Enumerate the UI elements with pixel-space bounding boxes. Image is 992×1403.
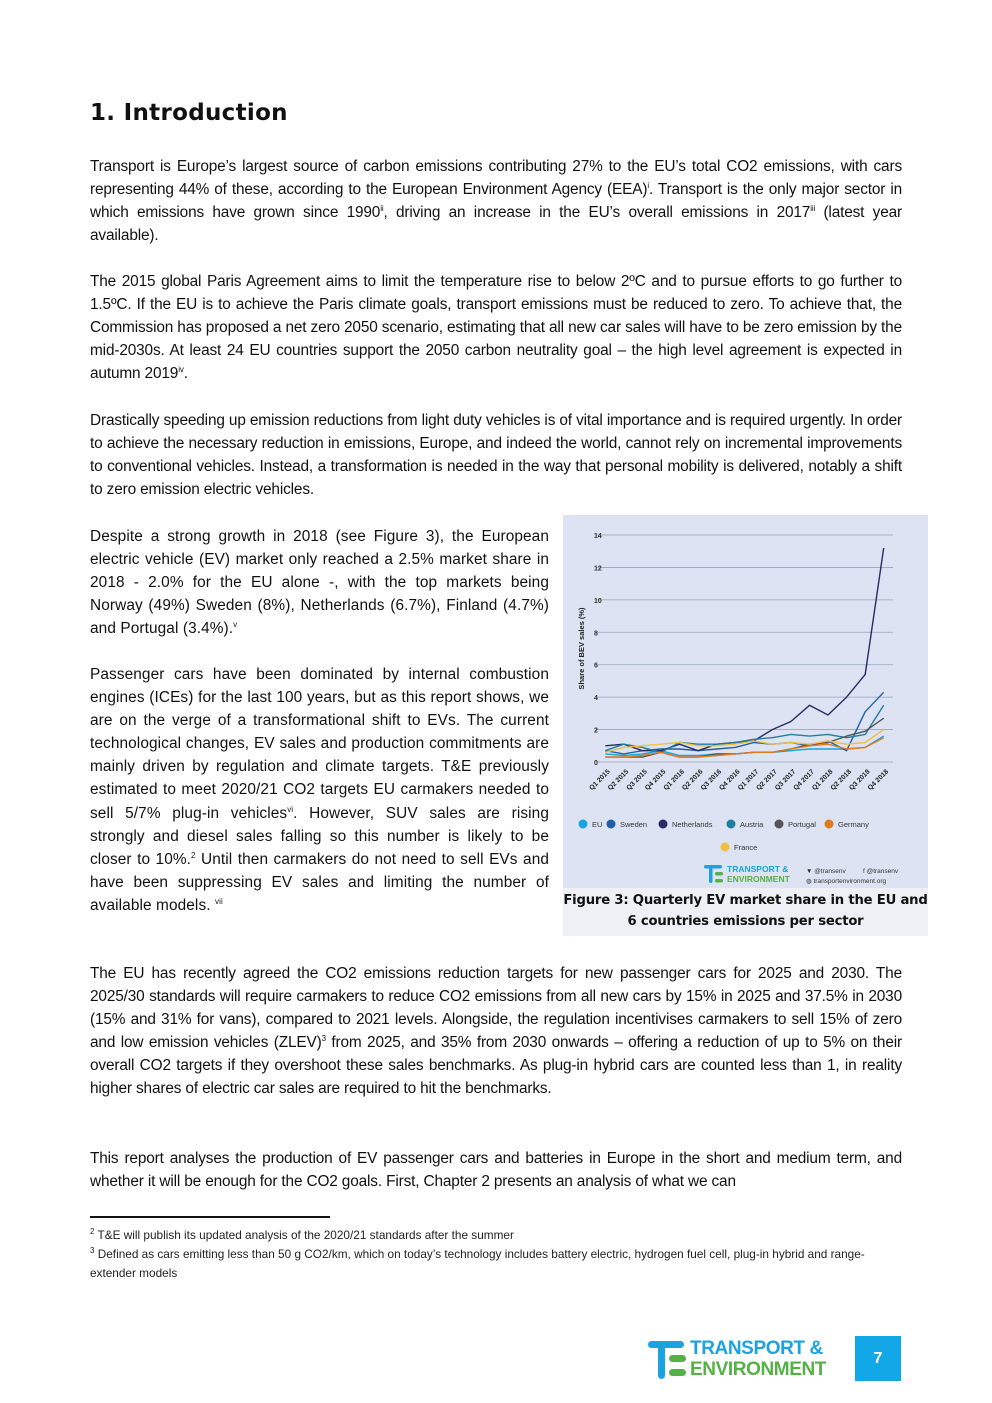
y-tick-label: 8 xyxy=(594,630,598,638)
x-tick-label: Q4 2015 xyxy=(643,768,668,792)
facebook-handle: f @transenv xyxy=(863,868,899,875)
logo-line-2: ENVIRONMENT xyxy=(690,1359,826,1380)
legend-label: France xyxy=(734,843,758,852)
legend-swatch-icon xyxy=(607,820,616,829)
endnote-ref[interactable]: v xyxy=(233,620,238,630)
paragraph-ev-market: Despite a strong growth in 2018 (see Figure 3), the European electric vehicle (EV) market only reached a 2.5% market share in 2018 - 2.0% for the EU alone -, with the top markets being Norway (49%) Sweden (8%), Netherlands (6.7%), Finland (4.7%) and Portugal (3.4%).$^v$ xyxy=(90,528,549,638)
y-tick-label: 6 xyxy=(594,662,598,670)
x-tick-label: Q1 2015 xyxy=(588,768,612,792)
y-tick-label: 10 xyxy=(594,597,602,605)
x-tick-label: Q4 2017 xyxy=(792,768,816,792)
y-axis-label: Share of BEV sales (%) xyxy=(577,607,586,690)
legend-swatch-icon xyxy=(659,820,668,829)
endnote-ref[interactable]: vii xyxy=(215,896,223,906)
paragraph-report-overview: This report analyses the production of EV passenger cars and batteries in Europe in the short and medium term, and whether it will be enough for the CO2 goals. First, Chapter 2 presents an analysis of what we can xyxy=(90,1150,902,1191)
legend-label: Portugal xyxy=(788,820,816,829)
x-tick-label: Q2 2017 xyxy=(755,768,779,792)
x-tick-label: Q1 2017 xyxy=(736,768,761,792)
figure-3-chart xyxy=(563,515,928,888)
footnote-number: 2 xyxy=(90,1227,95,1237)
footnote-ref[interactable]: 3 xyxy=(321,1034,326,1044)
legend-label: Germany xyxy=(838,820,869,829)
svg-text:ENVIRONMENT: ENVIRONMENT xyxy=(727,874,790,884)
twitter-handle: ▼ @transenv xyxy=(806,868,846,875)
legend-label: EU xyxy=(592,820,603,829)
footnote-3: $^3$ Defined as cars emitting less than 50 g CO2/km, which on today’s technology includes battery electric, hydrogen fuel cell, plug-in hybrid and range-extender models xyxy=(90,1246,865,1280)
endnote-ref[interactable]: iii xyxy=(810,204,816,214)
legend-label: Sweden xyxy=(620,820,648,829)
svg-text:TRANSPORT &: TRANSPORT & xyxy=(727,864,789,874)
x-tick-label: Q2 2018 xyxy=(829,768,854,792)
line-chart xyxy=(563,515,928,888)
caption-line: 6 countries emissions per sector xyxy=(627,914,864,929)
figure-caption xyxy=(563,888,928,936)
x-tick-label: Q1 2018 xyxy=(811,768,835,792)
legend-label: Netherlands xyxy=(672,820,713,829)
y-tick-label: 12 xyxy=(594,565,602,573)
footnote-2: $^2$ T&E will publish its updated analysis of the 2020/21 standards after the summer xyxy=(90,1227,514,1242)
endnote-ref[interactable]: iv xyxy=(178,365,184,375)
section-heading: 1. Introduction xyxy=(90,100,288,126)
caption-line: Figure 3: Quarterly EV market share in the EU and xyxy=(563,893,928,908)
x-tick-label: Q2 2015 xyxy=(606,768,631,792)
y-tick-label: 14 xyxy=(594,533,602,540)
endnote-ref[interactable]: ii xyxy=(380,204,384,214)
x-tick-label: Q4 2018 xyxy=(866,768,891,792)
transport-environment-logo xyxy=(648,1338,848,1382)
website-link: ◍ transportenvironment.org xyxy=(806,878,887,885)
paragraph-passenger-cars: Passenger cars have been dominated by internal combustion engines (ICEs) for the last 100 years, but as this report shows, we are on the verge of a transformational shift to EVs. The current technological changes, EV sales and production commitments are mainly driven by regulation and climate targets. T&E previously estimated to meet 2020/21 CO2 targets EU carmakers needed to sell 5/7% plug-in vehicles$^{vi}$. However, SUV sales are rising strongly and diesel sales falling so this number is likely to be closer to 10%.$^2$ Until then carmakers do not need to sell EVs and have been suppressing EV sales and limiting the number of available models. $^{vii}$ xyxy=(90,666,550,914)
x-tick-label: Q3 2015 xyxy=(625,768,649,792)
figure-brand-logo xyxy=(704,864,791,884)
x-tick-label: Q4 2016 xyxy=(718,768,742,792)
legend-label: Austria xyxy=(740,820,764,829)
legend-swatch-icon xyxy=(579,820,588,829)
x-tick-label: Q3 2016 xyxy=(699,768,724,792)
paragraph-paris-agreement: The 2015 global Paris Agreement aims to limit the temperature rise to below 2ºC and to pursue efforts to go further to 1.5ºC. If the EU is to achieve the Paris climate goals, transport emissions must be reduced to zero. To achieve that, the Commission has proposed a net zero 2050 scenario, estimating that all new car sales will have to be zero emission by the mid-2030s. At least 24 EU countries support the 2050 carbon neutrality goal – the high level agreement is expected in autumn 2019$^{iv}$. xyxy=(90,273,902,383)
page-number: 7 xyxy=(855,1336,901,1381)
series-line-netherlands xyxy=(605,548,883,751)
footnote-divider xyxy=(90,1216,330,1218)
y-tick-label: 0 xyxy=(594,760,598,767)
y-tick-label: 2 xyxy=(594,727,598,735)
logo-line-1: TRANSPORT & xyxy=(690,1338,823,1359)
paragraph-emission-reductions: Drastically speeding up emission reductions from light duty vehicles is of vital importance and is required urgently. In order to achieve the necessary reduction in emissions, Europe, and indeed the world, cannot rely on incremental improvements to conventional vehicles. Instead, a transformation is needed in the way that personal mobility is delivered, notably a shift to zero emission electric vehicles. xyxy=(90,412,902,499)
endnote-ref[interactable]: i xyxy=(647,180,649,190)
legend-swatch-icon xyxy=(825,820,834,829)
logo-wordmark xyxy=(690,1338,826,1380)
y-tick-label: 4 xyxy=(594,695,598,703)
paragraph-transport-emissions: Transport is Europe’s largest source of carbon emissions contributing 27% to the EU’s total CO2 emissions, with cars representing 44% of these, according to the European Environment Agency (EEA)$^i$. Transport is the only major sector in which emissions have grown since 1990$^{ii}$, driving an increase in the EU’s overall emissions in 2017$^{iii}$ (latest year available). xyxy=(90,158,903,245)
x-tick-label: Q1 2016 xyxy=(662,768,686,792)
legend-swatch-icon xyxy=(727,820,736,829)
legend-swatch-icon xyxy=(775,820,784,829)
footnote-ref[interactable]: 2 xyxy=(191,850,196,860)
footnote-number: 3 xyxy=(90,1246,95,1256)
legend-swatch-icon xyxy=(721,843,730,852)
te-logo-icon xyxy=(648,1338,688,1382)
endnote-ref[interactable]: vi xyxy=(287,804,294,814)
x-tick-label: Q2 2016 xyxy=(681,768,705,792)
paragraph-co2-targets: The EU has recently agreed the CO2 emissions reduction targets for new passenger cars for 2025 and 2030. The 2025/30 standards will require carmakers to reduce CO2 emissions from all new cars by 15% in 2025 and 37.5% in 2030 (15% and 31% for vans), compared to 2021 levels. Alongside, the regulation incentivises carmakers to sell 15% of zero and low emission vehicles (ZLEV)$^3$ from 2025, and 35% from 2030 onwards – offering a reduction of up to 5% on their overall CO2 targets if they overshoot these sales benchmarks. As plug-in hybrid cars are counted less than 1, in reality higher shares of electric car sales are required to hit the benchmarks. xyxy=(90,965,902,1098)
x-tick-label: Q3 2018 xyxy=(848,768,872,792)
x-tick-label: Q3 2017 xyxy=(773,768,798,792)
